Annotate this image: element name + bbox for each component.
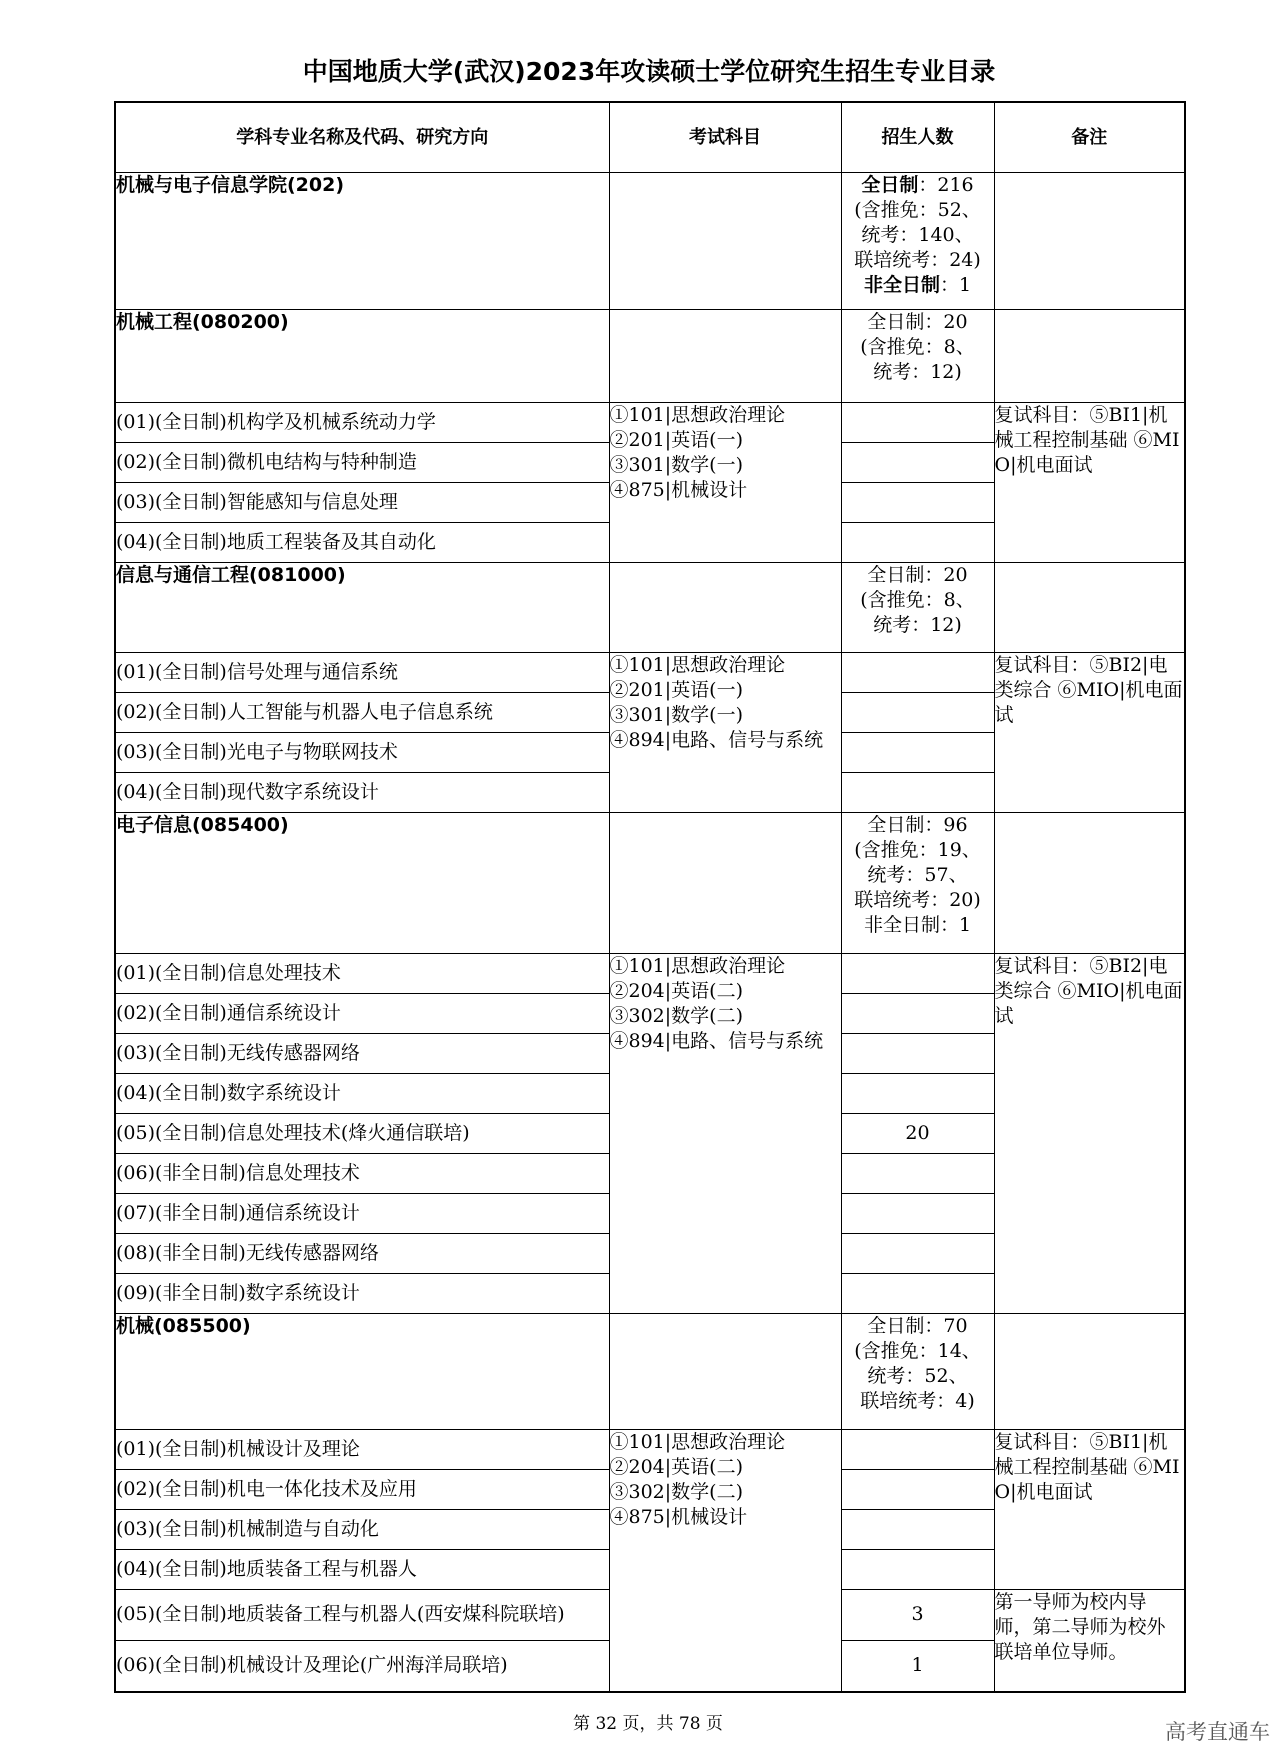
empty-cell: [994, 812, 1185, 953]
empty-cell: [609, 812, 841, 953]
empty-cell: [609, 309, 841, 402]
direction-quota: [841, 1273, 994, 1313]
direction-quota: [841, 1509, 994, 1549]
direction-name: (04)(全日制)数字系统设计: [115, 1073, 609, 1113]
college-row: [115, 172, 1185, 309]
direction-name: (06)(全日制)机械设计及理论(广州海洋局联培): [115, 1640, 609, 1692]
enrollment-line: (含推免：8、: [860, 588, 975, 611]
enrollment-label: 非全日制: [863, 273, 940, 296]
direction-quota: [841, 1073, 994, 1113]
major-enrollment: [841, 562, 994, 652]
header-enrollment: 招生人数: [841, 102, 994, 172]
exam-subject: ③302|数学(二): [609, 1004, 743, 1027]
direction-quota: [841, 442, 994, 482]
enrollment-line: (含推免：19、: [854, 838, 981, 861]
direction-quota: [841, 1549, 994, 1589]
major-enrollment: [841, 1313, 994, 1429]
direction-quota: [841, 1469, 994, 1509]
empty-cell: [609, 172, 841, 309]
enrollment-line: 联培统考：20): [854, 888, 981, 911]
exam-subjects: [609, 953, 841, 1313]
header-notes: 备注: [994, 102, 1185, 172]
direction-name: (05)(全日制)地质装备工程与机器人(西安煤科院联培): [115, 1589, 609, 1640]
major-name: 机械工程(080200): [115, 309, 609, 402]
notes-cell: 复试科目：⑤BI1|机械工程控制基础 ⑥MIO|机电面试: [994, 1429, 1185, 1589]
empty-cell: [994, 172, 1185, 309]
direction-name: (02)(全日制)通信系统设计: [115, 993, 609, 1033]
direction-quota: 1: [841, 1640, 994, 1692]
college-name: 机械与电子信息学院(202): [115, 172, 609, 309]
enrollment-line: 全日制：20: [867, 563, 968, 586]
major-row: [115, 309, 1185, 402]
exam-subjects: [609, 1429, 841, 1692]
exam-subjects: [609, 652, 841, 812]
direction-name: (03)(全日制)无线传感器网络: [115, 1033, 609, 1073]
enrollment-line: (含推免：8、: [860, 335, 975, 358]
direction-quota: [841, 953, 994, 993]
exam-subject: ①101|思想政治理论: [609, 653, 786, 676]
direction-name: (02)(全日制)机电一体化技术及应用: [115, 1469, 609, 1509]
direction-quota: [841, 692, 994, 732]
college-enrollment: [841, 172, 994, 309]
supervisor-note-cell: 第一导师为校内导师，第二导师为校外联培单位导师。: [994, 1589, 1185, 1692]
enrollment-line: 联培统考：4): [860, 1389, 975, 1412]
direction-quota: [841, 772, 994, 812]
exam-subject: ①101|思想政治理论: [609, 954, 786, 977]
empty-cell: [994, 1313, 1185, 1429]
enrollment-line: 统考：12): [873, 360, 962, 383]
empty-cell: [994, 562, 1185, 652]
notes-cell: 复试科目：⑤BI1|机械工程控制基础 ⑥MIO|机电面试: [994, 402, 1185, 562]
direction-row: [115, 652, 1185, 692]
direction-quota: [841, 522, 994, 562]
major-enrollment: [841, 309, 994, 402]
notes-cell: 复试科目：⑤BI2|电类综合 ⑥MIO|机电面试: [994, 652, 1185, 812]
enrollment-line: 统考：57、: [867, 863, 968, 886]
direction-name: (01)(全日制)机构学及机械系统动力学: [115, 402, 609, 442]
direction-name: (03)(全日制)机械制造与自动化: [115, 1509, 609, 1549]
direction-quota: [841, 1193, 994, 1233]
major-row: [115, 812, 1185, 953]
direction-quota: [841, 1033, 994, 1073]
empty-cell: [609, 1313, 841, 1429]
page-number: 第 32 页，共 78 页: [573, 1714, 723, 1734]
direction-name: (02)(全日制)微机电结构与特种制造: [115, 442, 609, 482]
exam-subject: ①101|思想政治理论: [609, 1430, 786, 1453]
empty-cell: [609, 562, 841, 652]
direction-name: (03)(全日制)智能感知与信息处理: [115, 482, 609, 522]
exam-subjects: [609, 402, 841, 562]
direction-quota: 20: [841, 1113, 994, 1153]
direction-name: (08)(非全日制)无线传感器网络: [115, 1233, 609, 1273]
direction-quota: 3: [841, 1589, 994, 1640]
header-major-name: 学科专业名称及代码、研究方向: [115, 102, 609, 172]
enrollment-line: 全日制：20: [867, 310, 968, 333]
enrollment-line: [842, 173, 994, 198]
exam-subject: ①101|思想政治理论: [609, 403, 786, 426]
enrollment-value: ：1: [939, 273, 972, 296]
direction-quota: [841, 1429, 994, 1469]
major-name: 电子信息(085400): [115, 812, 609, 953]
direction-quota: [841, 652, 994, 692]
direction-name: (09)(非全日制)数字系统设计: [115, 1273, 609, 1313]
direction-quota: [841, 732, 994, 772]
direction-name: (04)(全日制)地质装备工程与机器人: [115, 1549, 609, 1589]
direction-name: (07)(非全日制)通信系统设计: [115, 1193, 609, 1233]
enrollment-catalog-table: [114, 101, 1186, 1693]
direction-name: (01)(全日制)信息处理技术: [115, 953, 609, 993]
direction-row: [115, 402, 1185, 442]
enrollment-line: 统考：52、: [867, 1364, 968, 1387]
exam-subject: ③301|数学(一): [609, 703, 743, 726]
exam-subject: ②204|英语(二): [609, 1455, 743, 1478]
direction-quota: [841, 402, 994, 442]
exam-subject: ③302|数学(二): [609, 1480, 743, 1503]
direction-name: (01)(全日制)信号处理与通信系统: [115, 652, 609, 692]
major-enrollment: [841, 812, 994, 953]
major-name: 机械(085500): [115, 1313, 609, 1429]
enrollment-line: 统考：12): [873, 613, 962, 636]
enrollment-line: 全日制：70: [867, 1314, 968, 1337]
empty-cell: [994, 309, 1185, 402]
enrollment-line: (含推免：14、: [854, 1339, 981, 1362]
enrollment-line: [842, 273, 994, 298]
exam-subject: ②201|英语(一): [609, 428, 743, 451]
direction-name: (04)(全日制)地质工程装备及其自动化: [115, 522, 609, 562]
direction-row: [115, 1429, 1185, 1469]
direction-name: (03)(全日制)光电子与物联网技术: [115, 732, 609, 772]
enrollment-line: 统考：140、: [861, 223, 974, 246]
direction-name: (01)(全日制)机械设计及理论: [115, 1429, 609, 1469]
direction-name: (05)(全日制)信息处理技术(烽火通信联培): [115, 1113, 609, 1153]
direction-name: (02)(全日制)人工智能与机器人电子信息系统: [115, 692, 609, 732]
watermark-text: 高考直通车: [1165, 1720, 1270, 1744]
document-title: 中国地质大学(武汉)2023年攻读硕士学位研究生招生专业目录: [302, 57, 996, 86]
exam-subject: ③301|数学(一): [609, 453, 743, 476]
direction-row: [115, 953, 1185, 993]
enrollment-line: 非全日制：1: [863, 913, 972, 936]
exam-subject: ④894|电路、信号与系统: [609, 1029, 824, 1052]
exam-subject: ④894|电路、信号与系统: [609, 728, 824, 751]
direction-quota: [841, 1153, 994, 1193]
direction-quota: [841, 1233, 994, 1273]
enrollment-value: ：216: [918, 173, 974, 196]
enrollment-line: 全日制：96: [867, 813, 968, 836]
exam-subject: ②204|英语(二): [609, 979, 743, 1002]
major-row: [115, 562, 1185, 652]
exam-subject: ④875|机械设计: [609, 1505, 748, 1528]
header-exam-subjects: 考试科目: [609, 102, 841, 172]
enrollment-line: (含推免：52、: [854, 198, 981, 221]
enrollment-label: 全日制: [861, 173, 919, 196]
exam-subject: ④875|机械设计: [609, 478, 748, 501]
table-header-row: [115, 102, 1185, 172]
direction-name: (06)(非全日制)信息处理技术: [115, 1153, 609, 1193]
notes-cell: 复试科目：⑤BI2|电类综合 ⑥MIO|机电面试: [994, 953, 1185, 1313]
major-name: 信息与通信工程(081000): [115, 562, 609, 652]
direction-name: (04)(全日制)现代数字系统设计: [115, 772, 609, 812]
exam-subject: ②201|英语(一): [609, 678, 743, 701]
major-row: [115, 1313, 1185, 1429]
enrollment-line: 联培统考：24): [854, 248, 981, 271]
direction-quota: [841, 482, 994, 522]
direction-quota: [841, 993, 994, 1033]
